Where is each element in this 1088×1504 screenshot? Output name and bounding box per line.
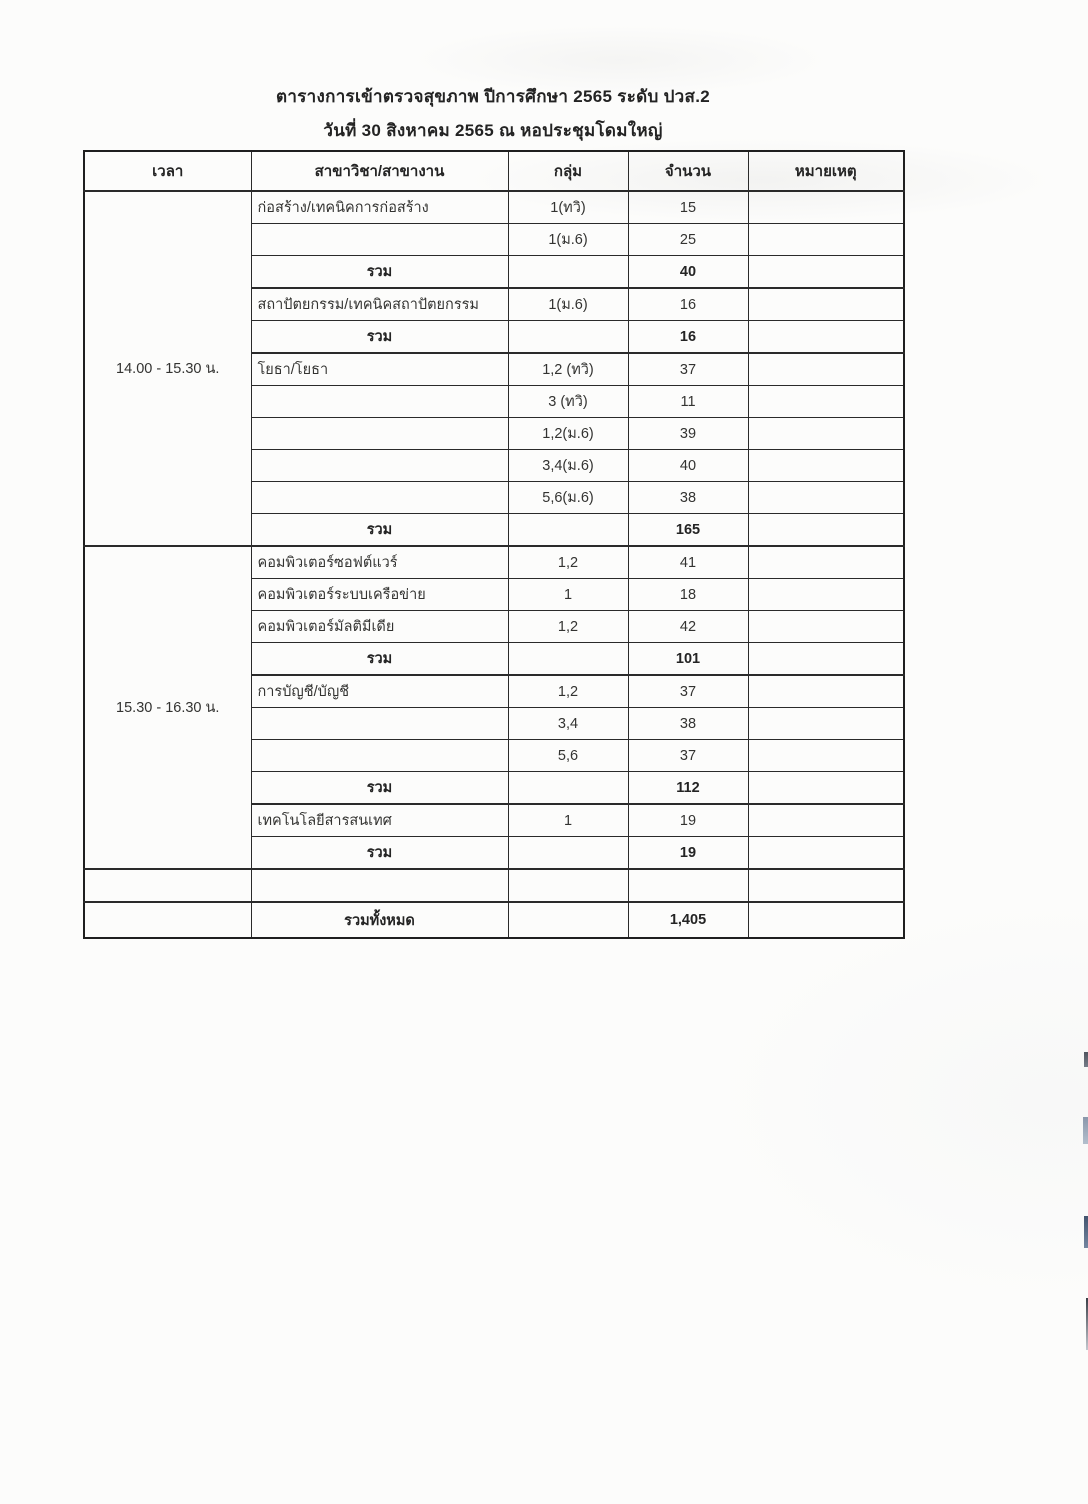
group-cell	[508, 772, 628, 805]
remark-cell	[748, 804, 904, 837]
group-cell: 1	[508, 579, 628, 611]
count-cell: 16	[628, 288, 748, 321]
column-header-dept: สาขาวิชา/สาขางาน	[251, 151, 508, 191]
department-cell	[251, 708, 508, 740]
count-cell: 38	[628, 482, 748, 514]
remark-cell	[748, 514, 904, 547]
grand-total-label-cell: รวมทั้งหมด	[251, 902, 508, 938]
department-cell	[251, 224, 508, 256]
department-cell: โยธา/โยธา	[251, 353, 508, 386]
sum-label-cell: รวม	[251, 837, 508, 870]
column-header-time: เวลา	[84, 151, 251, 191]
remark-cell	[748, 288, 904, 321]
remark-cell	[748, 546, 904, 579]
group-cell	[508, 869, 628, 902]
remark-cell	[748, 902, 904, 938]
remark-cell	[748, 708, 904, 740]
group-cell: 1,2	[508, 611, 628, 643]
scan-edge-artifact	[1083, 1117, 1088, 1144]
count-cell: 19	[628, 837, 748, 870]
sum-label-cell: รวม	[251, 321, 508, 354]
department-cell	[251, 482, 508, 514]
group-cell	[508, 902, 628, 938]
department-cell: การบัญชี/บัญชี	[251, 675, 508, 708]
remark-cell	[748, 772, 904, 805]
document-header	[83, 84, 903, 144]
sum-label-cell: รวม	[251, 514, 508, 547]
remark-cell	[748, 675, 904, 708]
grand-total-value-cell: 1,405	[628, 902, 748, 938]
group-cell: 1	[508, 804, 628, 837]
grand-total-row	[84, 902, 904, 938]
time-cell: 14.00 - 15.30 น.	[84, 191, 251, 546]
column-header-remark: หมายเหตุ	[748, 151, 904, 191]
department-cell: สถาปัตยกรรม/เทคนิคสถาปัตยกรรม	[251, 288, 508, 321]
table-header-row	[84, 151, 904, 191]
remark-cell	[748, 224, 904, 256]
department-cell: ก่อสร้าง/เทคนิคการก่อสร้าง	[251, 191, 508, 224]
group-cell: 1(ทวิ)	[508, 191, 628, 224]
remark-cell	[748, 740, 904, 772]
department-cell	[251, 450, 508, 482]
remark-cell	[748, 869, 904, 902]
group-cell: 1,2	[508, 546, 628, 579]
group-cell	[508, 643, 628, 676]
group-cell: 1(ม.6)	[508, 224, 628, 256]
table-row	[84, 191, 904, 224]
count-cell: 40	[628, 450, 748, 482]
count-cell: 11	[628, 386, 748, 418]
remark-cell	[748, 482, 904, 514]
document-title: ตารางการเข้าตรวจสุขภาพ ปีการศึกษา 2565 ระดับ ปวส.2	[276, 87, 710, 106]
group-cell	[508, 514, 628, 547]
scan-edge-artifact	[1084, 1052, 1088, 1067]
department-cell	[251, 740, 508, 772]
group-cell: 1,2	[508, 675, 628, 708]
count-cell: 37	[628, 353, 748, 386]
group-cell	[508, 837, 628, 870]
remark-cell	[748, 418, 904, 450]
count-cell: 25	[628, 224, 748, 256]
department-cell	[251, 386, 508, 418]
count-cell: 41	[628, 546, 748, 579]
group-cell: 1,2 (ทวิ)	[508, 353, 628, 386]
remark-cell	[748, 321, 904, 354]
remark-cell	[748, 643, 904, 676]
group-cell: 5,6	[508, 740, 628, 772]
department-cell	[251, 418, 508, 450]
remark-cell	[748, 579, 904, 611]
group-cell: 3 (ทวิ)	[508, 386, 628, 418]
count-cell: 42	[628, 611, 748, 643]
count-cell: 18	[628, 579, 748, 611]
count-cell: 16	[628, 321, 748, 354]
remark-cell	[748, 611, 904, 643]
group-cell: 1(ม.6)	[508, 288, 628, 321]
time-cell	[84, 902, 251, 938]
count-cell: 19	[628, 804, 748, 837]
time-cell: 15.30 - 16.30 น.	[84, 546, 251, 869]
count-cell: 37	[628, 675, 748, 708]
health-check-schedule-table	[83, 150, 905, 939]
remark-cell	[748, 450, 904, 482]
remark-cell	[748, 256, 904, 289]
department-cell	[251, 869, 508, 902]
group-cell: 5,6(ม.6)	[508, 482, 628, 514]
count-cell: 37	[628, 740, 748, 772]
group-cell	[508, 256, 628, 289]
remark-cell	[748, 386, 904, 418]
group-cell: 3,4	[508, 708, 628, 740]
count-cell: 101	[628, 643, 748, 676]
column-header-count: จำนวน	[628, 151, 748, 191]
time-cell	[84, 869, 251, 902]
remark-cell	[748, 837, 904, 870]
document-subtitle: วันที่ 30 สิงหาคม 2565 ณ หอประชุมโดมใหญ่	[323, 121, 663, 140]
count-cell: 40	[628, 256, 748, 289]
sum-label-cell: รวม	[251, 256, 508, 289]
column-header-group: กลุ่ม	[508, 151, 628, 191]
count-cell: 38	[628, 708, 748, 740]
empty-row	[84, 869, 904, 902]
department-cell: เทคโนโลยีสารสนเทศ	[251, 804, 508, 837]
count-cell: 39	[628, 418, 748, 450]
department-cell: คอมพิวเตอร์ระบบเครือข่าย	[251, 579, 508, 611]
count-cell: 15	[628, 191, 748, 224]
department-cell: คอมพิวเตอร์มัลติมีเดีย	[251, 611, 508, 643]
scan-edge-artifact	[1084, 1216, 1088, 1248]
group-cell: 1,2(ม.6)	[508, 418, 628, 450]
group-cell	[508, 321, 628, 354]
sum-label-cell: รวม	[251, 772, 508, 805]
count-cell	[628, 869, 748, 902]
remark-cell	[748, 353, 904, 386]
count-cell: 165	[628, 514, 748, 547]
group-cell: 3,4(ม.6)	[508, 450, 628, 482]
department-cell: คอมพิวเตอร์ซอฟต์แวร์	[251, 546, 508, 579]
sum-label-cell: รวม	[251, 643, 508, 676]
table-row	[84, 546, 904, 579]
remark-cell	[748, 191, 904, 224]
count-cell: 112	[628, 772, 748, 805]
